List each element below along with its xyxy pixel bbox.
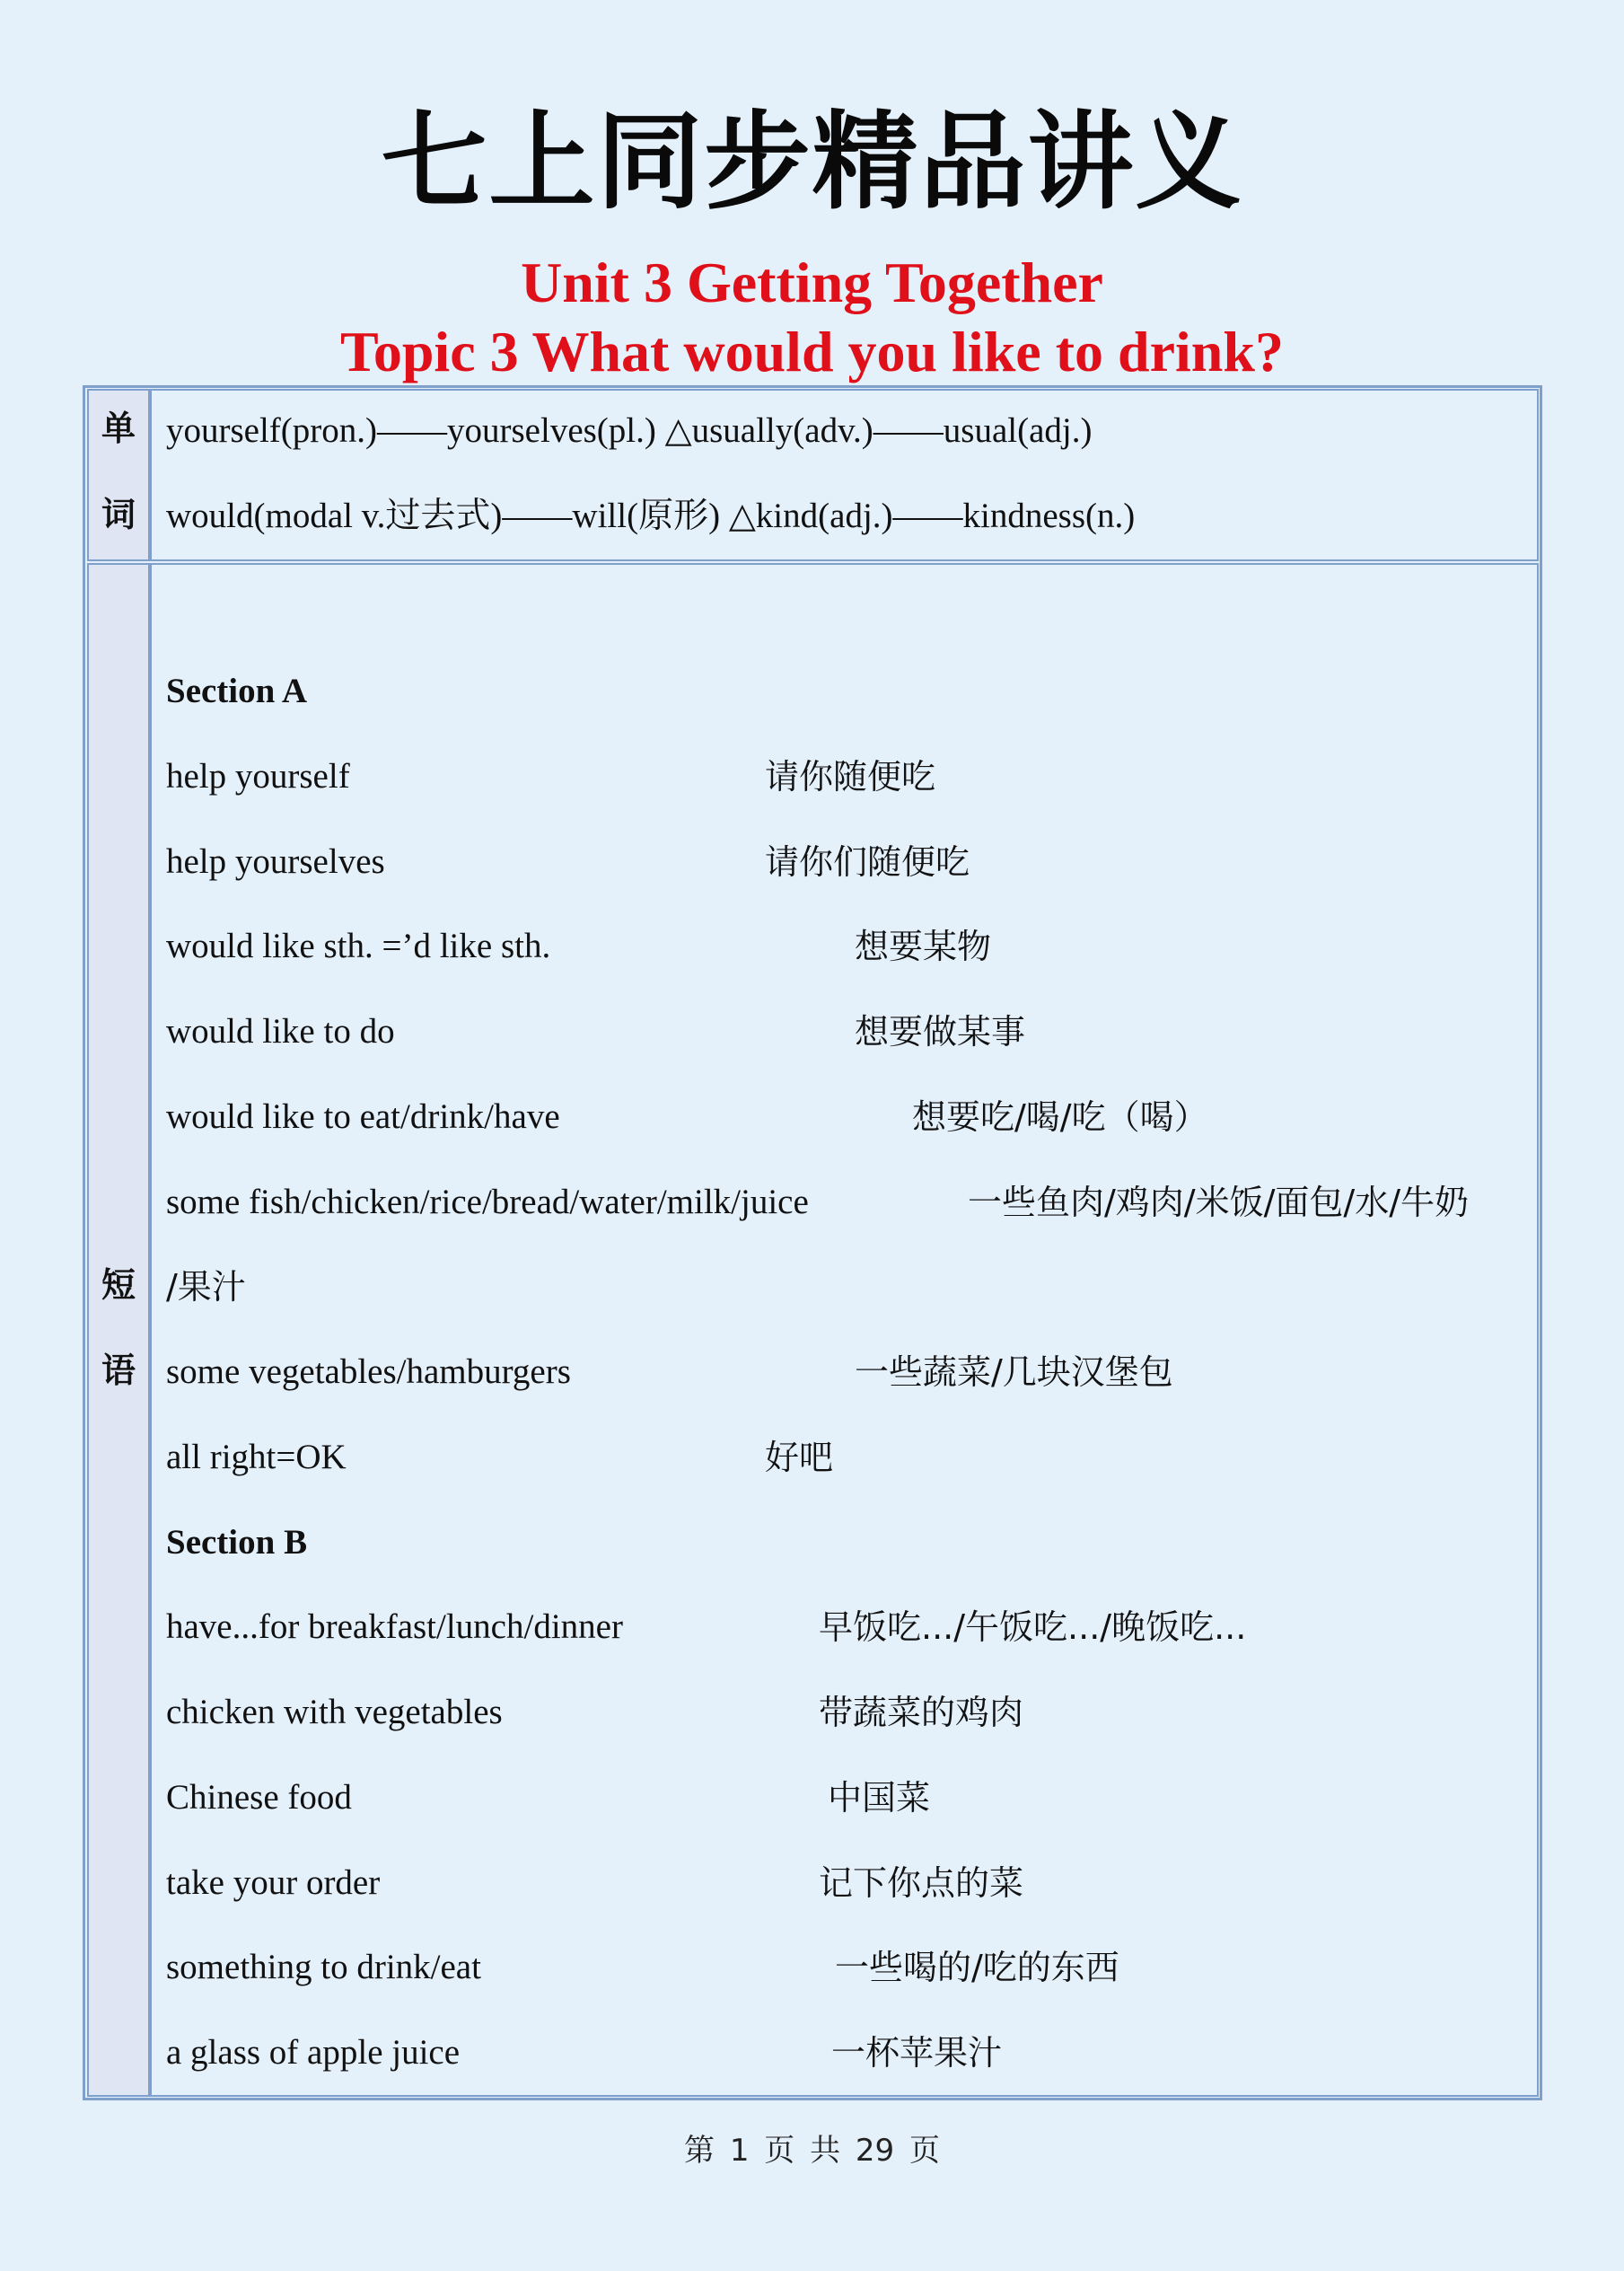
phrase-en: help yourself <box>166 757 350 796</box>
phrase-en: help yourselves <box>166 842 385 881</box>
phrase-zh: 请你们随便吃 <box>765 842 970 882</box>
phrase-en: some vegetables/hamburgers <box>166 1352 571 1391</box>
phrase-zh: 想要某物 <box>855 927 992 966</box>
words-label-char-1: 单 <box>101 409 136 448</box>
phrases-label-char-1: 短 <box>101 1265 136 1305</box>
word-line-2: would(modal v.过去式)——will(原形) △kind(adj.)——kindness(n.) <box>166 497 1136 535</box>
topic-title: Topic 3 What would you like to drink? <box>340 320 1284 383</box>
unit-title: Unit 3 Getting Together <box>521 251 1103 314</box>
phrase-zh: 好吧 <box>765 1438 834 1477</box>
words-label-cell <box>87 389 150 561</box>
phrase-en: a glass of apple juice <box>166 2033 461 2072</box>
phrase-zh: 请你随便吃 <box>765 757 936 797</box>
phrase-en: would like to eat/drink/have <box>166 1097 560 1136</box>
phrase-en: chicken with vegetables <box>166 1693 503 1731</box>
phrase-zh: 记下你点的菜 <box>819 1863 1024 1903</box>
section-a-heading: Section A <box>166 672 308 710</box>
phrase-zh: 带蔬菜的鸡肉 <box>819 1693 1024 1732</box>
phrase-en: some fish/chicken/rice/bread/water/milk/juice <box>166 1183 809 1221</box>
phrase-en: something to drink/eat <box>166 1948 481 1986</box>
phrase-zh: 一杯苹果汁 <box>831 2033 1003 2073</box>
section-b-heading: Section B <box>166 1523 308 1562</box>
phrase-zh-continuation: /果汁 <box>166 1267 246 1307</box>
phrase-zh: 一些蔬菜/几块汉堡包 <box>855 1352 1173 1392</box>
phrase-zh: 早饭吃.../午饭吃.../晚饭吃... <box>819 1607 1247 1647</box>
phrase-en: Chinese food <box>166 1778 352 1817</box>
phrase-en: would like to do <box>166 1012 395 1051</box>
phrases-label-cell <box>87 563 150 2097</box>
phrase-en: have...for breakfast/lunch/dinner <box>166 1607 623 1646</box>
phrase-zh: 一些喝的/吃的东西 <box>835 1948 1119 1987</box>
phrases-label-char-2: 语 <box>101 1351 136 1390</box>
phrase-en: take your order <box>166 1863 381 1902</box>
phrase-en: would like sth. =’d like sth. <box>166 927 551 965</box>
word-line-1: yourself(pron.)——yourselves(pl.) △usually(adv.)——usual(adj.) <box>166 411 1093 450</box>
page-footer: 第 1 页 共 29 页 <box>684 2133 940 2169</box>
phrase-zh: 一些鱼肉/鸡肉/米饭/面包/水/牛奶 <box>968 1183 1470 1222</box>
page-title: 七上同步精品讲义 <box>381 100 1243 224</box>
words-label-char-2: 词 <box>101 495 136 534</box>
phrase-zh: 中国菜 <box>828 1778 931 1818</box>
phrase-zh: 想要吃/喝/吃（喝） <box>912 1097 1208 1137</box>
phrase-zh: 想要做某事 <box>855 1012 1026 1052</box>
phrase-en: all right=OK <box>166 1438 347 1476</box>
